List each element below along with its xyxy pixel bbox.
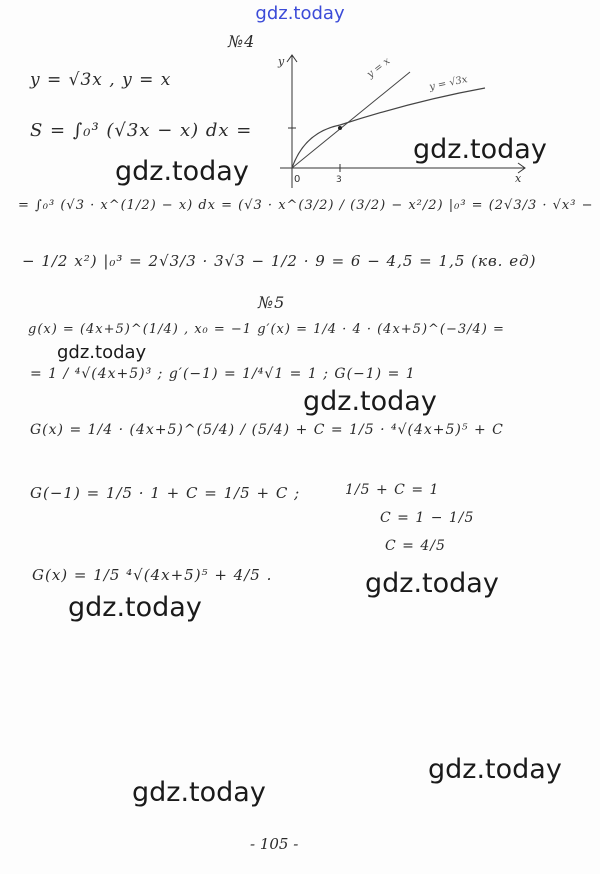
task5-line-4: G(−1) = 1/5 · 1 + C = 1/5 + C ; [30, 484, 301, 502]
graph-x-label: x [515, 172, 522, 185]
task4-line-1: y = √3x , y = x [30, 70, 172, 90]
task5-line-1: g(x) = (4x+5)^(1/4) , x₀ = −1 g′(x) = 1/4 · 4 · (4x+5)^(−3/4) = [28, 322, 505, 337]
task5-line-4d: C = 4/5 [385, 538, 446, 554]
task4-number: №4 [228, 32, 256, 51]
task5-number: №5 [258, 293, 286, 312]
graph-tick-label: 3 [336, 175, 342, 185]
line-y-equals-x [292, 72, 410, 168]
header-watermark: gdz.today [255, 3, 345, 24]
watermark-6: gdz.today [68, 592, 202, 623]
watermark-4: gdz.today [303, 386, 437, 417]
page-number: - 105 - [250, 835, 299, 853]
task5-line-4b: 1/5 + C = 1 [345, 482, 440, 498]
task5-line-2: = 1 / ⁴√(4x+5)³ ; g′(−1) = 1/⁴√1 = 1 ; G(−1) = 1 [30, 366, 416, 382]
graph-origin-label: 0 [294, 174, 301, 185]
intersection-point [338, 126, 342, 130]
task4-line-2: S = ∫₀³ (√3x − x) dx = [30, 120, 253, 141]
graph-y-label: y [278, 55, 285, 68]
watermark-8: gdz.today [132, 777, 266, 808]
task5-line-3: G(x) = 1/4 · (4x+5)^(5/4) / (5/4) + C = 1/5 · ⁴√(4x+5)⁵ + C [30, 422, 504, 438]
watermark-7: gdz.today [428, 754, 562, 785]
task4-line-4: − 1/2 x²) |₀³ = 2√3/3 · 3√3 − 1/2 · 9 = 6 − 4,5 = 1,5 (кв. ед) [22, 252, 537, 270]
function-graph [270, 50, 530, 190]
task4-line-3: = ∫₀³ (√3 · x^(1/2) − x) dx = (√3 · x^(3/2) / (3/2) − x²/2) |₀³ = (2√3/3 · √x³ − [18, 198, 594, 213]
watermark-3: gdz.today [57, 342, 147, 363]
task5-line-5: G(x) = 1/5 ⁴√(4x+5)⁵ + 4/5 . [32, 566, 273, 584]
graph-curve-label: y = √3x [428, 74, 469, 93]
watermark-2: gdz.today [413, 134, 547, 165]
watermark-5: gdz.today [365, 568, 499, 599]
watermark-1: gdz.today [115, 156, 249, 187]
graph-line-label: y = x [365, 55, 393, 81]
task5-line-4c: C = 1 − 1/5 [380, 510, 475, 526]
